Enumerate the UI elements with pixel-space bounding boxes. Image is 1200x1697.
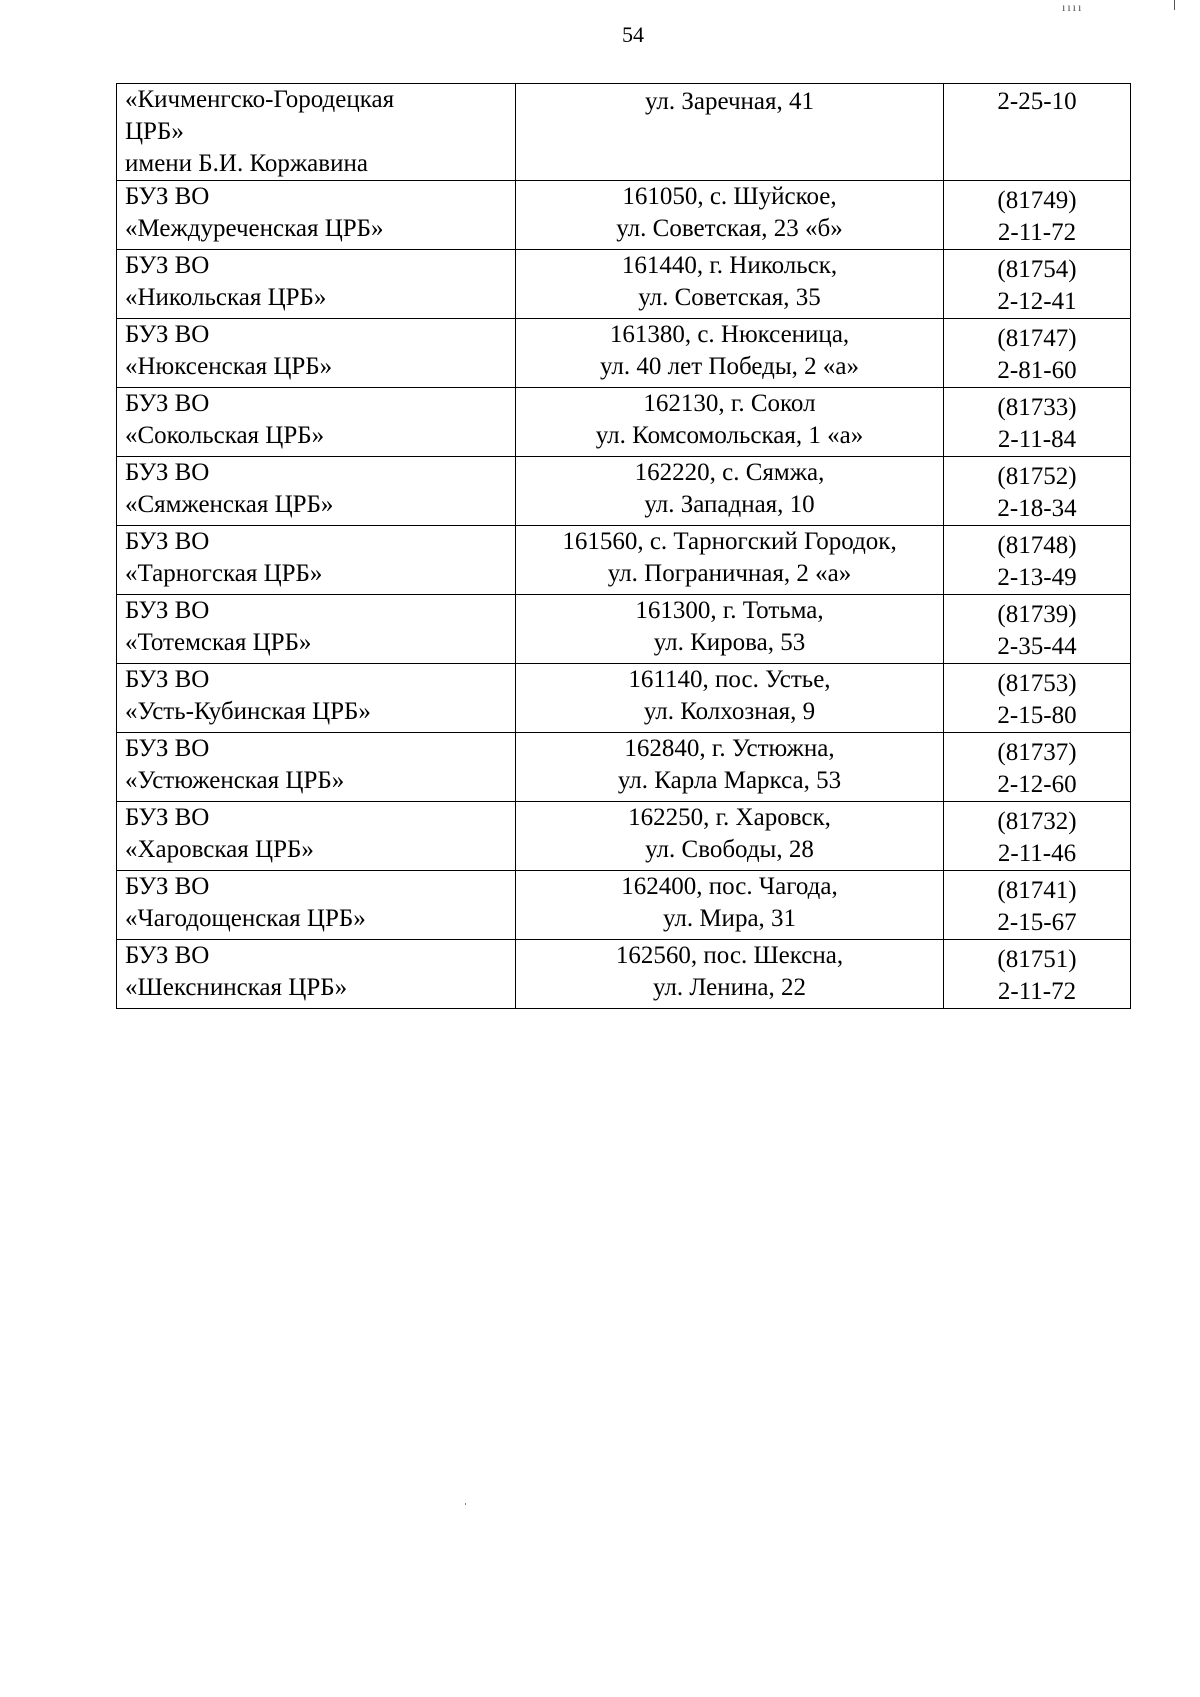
institution-name-cell bbox=[117, 526, 516, 595]
address-cell bbox=[516, 802, 944, 871]
address-cell bbox=[516, 457, 944, 526]
table-row bbox=[117, 84, 1131, 181]
address-locality: 162840, г. Устюжна, bbox=[624, 735, 835, 762]
institution-name: «Междуреченская ЦРБ» bbox=[125, 215, 384, 242]
address-street: ул. Советская, 35 bbox=[638, 284, 821, 311]
address-street: ул. Кирова, 53 bbox=[653, 629, 806, 656]
institution-name-line: имени Б.И. Коржавина bbox=[125, 150, 368, 177]
phone-area-code: (81733) bbox=[997, 394, 1077, 421]
institution-type: БУЗ ВО bbox=[125, 321, 210, 348]
institution-type: БУЗ ВО bbox=[125, 873, 210, 900]
institution-type: БУЗ ВО bbox=[125, 666, 210, 693]
institution-type: БУЗ ВО bbox=[125, 804, 210, 831]
institution-type: БУЗ ВО bbox=[125, 252, 210, 279]
institution-name: «Тарногская ЦРБ» bbox=[125, 560, 323, 587]
address-street: ул. Западная, 10 bbox=[644, 491, 815, 518]
address-street: ул. Свободы, 28 bbox=[645, 836, 814, 863]
institution-name: «Шекснинская ЦРБ» bbox=[125, 974, 348, 1001]
address-cell bbox=[516, 664, 944, 733]
phone-cell bbox=[944, 388, 1131, 457]
phone-number: 2-11-84 bbox=[997, 426, 1077, 453]
address-locality: 161050, с. Шуйское, bbox=[622, 183, 837, 210]
phone-number: 2-25-10 bbox=[997, 88, 1077, 115]
hospital-directory-table bbox=[116, 83, 1131, 1009]
address-cell bbox=[516, 871, 944, 940]
phone-cell bbox=[944, 457, 1131, 526]
institution-name: «Чагодощенская ЦРБ» bbox=[125, 905, 366, 932]
table-row bbox=[117, 181, 1131, 250]
phone-cell bbox=[944, 940, 1131, 1009]
address-cell bbox=[516, 595, 944, 664]
address-street: ул. Мира, 31 bbox=[662, 905, 797, 932]
address-locality: 162250, г. Харовск, bbox=[628, 804, 831, 831]
phone-number: 2-18-34 bbox=[997, 495, 1077, 522]
address-street: ул. Колхозная, 9 bbox=[643, 698, 816, 725]
institution-name: «Сямженская ЦРБ» bbox=[125, 491, 334, 518]
phone-area-code: (81747) bbox=[997, 325, 1077, 352]
phone-number: 2-12-41 bbox=[997, 288, 1077, 315]
address-street: ул. Комсомольская, 1 «а» bbox=[595, 422, 864, 449]
address-locality: 162560, пос. Шексна, bbox=[615, 942, 844, 969]
phone-number: 2-81-60 bbox=[997, 357, 1077, 384]
institution-name-cell bbox=[117, 940, 516, 1009]
table-row bbox=[117, 319, 1131, 388]
institution-name: «Нюксенская ЦРБ» bbox=[125, 353, 333, 380]
phone-area-code: (81749) bbox=[997, 187, 1077, 214]
address-locality: 161560, с. Тарногский Городок, bbox=[562, 528, 897, 555]
institution-name-cell bbox=[117, 84, 516, 181]
address-street: ул. Ленина, 22 bbox=[653, 974, 806, 1001]
table-row bbox=[117, 526, 1131, 595]
institution-name-cell bbox=[117, 319, 516, 388]
phone-area-code: (81748) bbox=[997, 532, 1077, 559]
address-locality: 161440, г. Никольск, bbox=[621, 252, 838, 279]
address-locality: 161140, пос. Устье, bbox=[628, 666, 831, 693]
phone-cell bbox=[944, 526, 1131, 595]
address-locality: 162400, пос. Чагода, bbox=[621, 873, 838, 900]
institution-name: «Устюженская ЦРБ» bbox=[125, 767, 345, 794]
institution-name-cell bbox=[117, 250, 516, 319]
address-street: ул. 40 лет Победы, 2 «а» bbox=[600, 353, 859, 380]
address-cell bbox=[516, 526, 944, 595]
institution-name: «Сокольская ЦРБ» bbox=[125, 422, 325, 449]
address-cell bbox=[516, 388, 944, 457]
phone-cell bbox=[944, 733, 1131, 802]
phone-number: 2-11-72 bbox=[997, 219, 1077, 246]
institution-name-cell bbox=[117, 871, 516, 940]
scan-speck bbox=[465, 1503, 466, 1505]
phone-area-code: (81753) bbox=[997, 670, 1077, 697]
institution-name-cell bbox=[117, 802, 516, 871]
phone-cell bbox=[944, 84, 1131, 181]
institution-type: БУЗ ВО bbox=[125, 597, 210, 624]
address-cell bbox=[516, 940, 944, 1009]
phone-area-code: (81739) bbox=[997, 601, 1077, 628]
address-cell bbox=[516, 250, 944, 319]
phone-area-code: (81741) bbox=[997, 877, 1077, 904]
table-row bbox=[117, 871, 1131, 940]
table-row bbox=[117, 595, 1131, 664]
institution-type: БУЗ ВО bbox=[125, 183, 210, 210]
address-street: ул. Карла Маркса, 53 bbox=[617, 767, 842, 794]
page-number: 54 bbox=[622, 22, 644, 47]
phone-area-code: (81737) bbox=[997, 739, 1077, 766]
phone-area-code: (81754) bbox=[997, 256, 1077, 283]
table-row bbox=[117, 388, 1131, 457]
institution-name: «Никольская ЦРБ» bbox=[125, 284, 327, 311]
institution-name-line: ЦРБ» bbox=[125, 118, 184, 145]
phone-area-code: (81752) bbox=[997, 463, 1077, 490]
table-row bbox=[117, 664, 1131, 733]
address-locality: 162220, с. Сямжа, bbox=[634, 459, 825, 486]
table-row bbox=[117, 940, 1131, 1009]
phone-number: 2-13-49 bbox=[997, 564, 1077, 591]
phone-cell bbox=[944, 319, 1131, 388]
address-locality: 162130, г. Сокол bbox=[643, 390, 816, 417]
address-cell bbox=[516, 319, 944, 388]
phone-number: 2-11-46 bbox=[997, 840, 1077, 867]
institution-name-cell bbox=[117, 181, 516, 250]
address-locality: 161380, с. Нюксеница, bbox=[609, 321, 850, 348]
phone-number: 2-11-72 bbox=[997, 978, 1077, 1005]
address-street: ул. Советская, 23 «б» bbox=[616, 215, 843, 242]
institution-name: «Харовская ЦРБ» bbox=[125, 836, 314, 863]
institution-type: БУЗ ВО bbox=[125, 459, 210, 486]
institution-name-line: «Кичменгско-Городецкая bbox=[125, 86, 395, 113]
phone-cell bbox=[944, 595, 1131, 664]
phone-area-code: (81751) bbox=[997, 946, 1077, 973]
address-line: ул. Заречная, 41 bbox=[644, 88, 815, 115]
phone-number: 2-35-44 bbox=[997, 633, 1077, 660]
phone-cell bbox=[944, 871, 1131, 940]
institution-name-cell bbox=[117, 733, 516, 802]
phone-cell bbox=[944, 802, 1131, 871]
phone-cell bbox=[944, 250, 1131, 319]
institution-type: БУЗ ВО bbox=[125, 942, 210, 969]
scan-edge-mark: ıııı bbox=[1062, 0, 1084, 14]
phone-cell bbox=[944, 664, 1131, 733]
institution-type: БУЗ ВО bbox=[125, 390, 210, 417]
address-cell bbox=[516, 733, 944, 802]
institution-name-cell bbox=[117, 388, 516, 457]
institution-name-cell bbox=[117, 457, 516, 526]
institution-name-cell bbox=[117, 664, 516, 733]
institution-type: БУЗ ВО bbox=[125, 735, 210, 762]
scan-edge-tick bbox=[1174, 0, 1175, 10]
table-row bbox=[117, 802, 1131, 871]
phone-number: 2-12-60 bbox=[997, 771, 1077, 798]
phone-area-code: (81732) bbox=[997, 808, 1077, 835]
address-cell bbox=[516, 181, 944, 250]
institution-name-cell bbox=[117, 595, 516, 664]
address-cell bbox=[516, 84, 944, 181]
phone-cell bbox=[944, 181, 1131, 250]
phone-number: 2-15-67 bbox=[997, 909, 1077, 936]
institution-name: «Усть-Кубинская ЦРБ» bbox=[125, 698, 371, 725]
table-row bbox=[117, 457, 1131, 526]
table-row bbox=[117, 733, 1131, 802]
institution-type: БУЗ ВО bbox=[125, 528, 210, 555]
phone-number: 2-15-80 bbox=[997, 702, 1077, 729]
address-locality: 161300, г. Тотьма, bbox=[635, 597, 824, 624]
address-street: ул. Пограничная, 2 «а» bbox=[607, 560, 852, 587]
table-row bbox=[117, 250, 1131, 319]
institution-name: «Тотемская ЦРБ» bbox=[125, 629, 312, 656]
